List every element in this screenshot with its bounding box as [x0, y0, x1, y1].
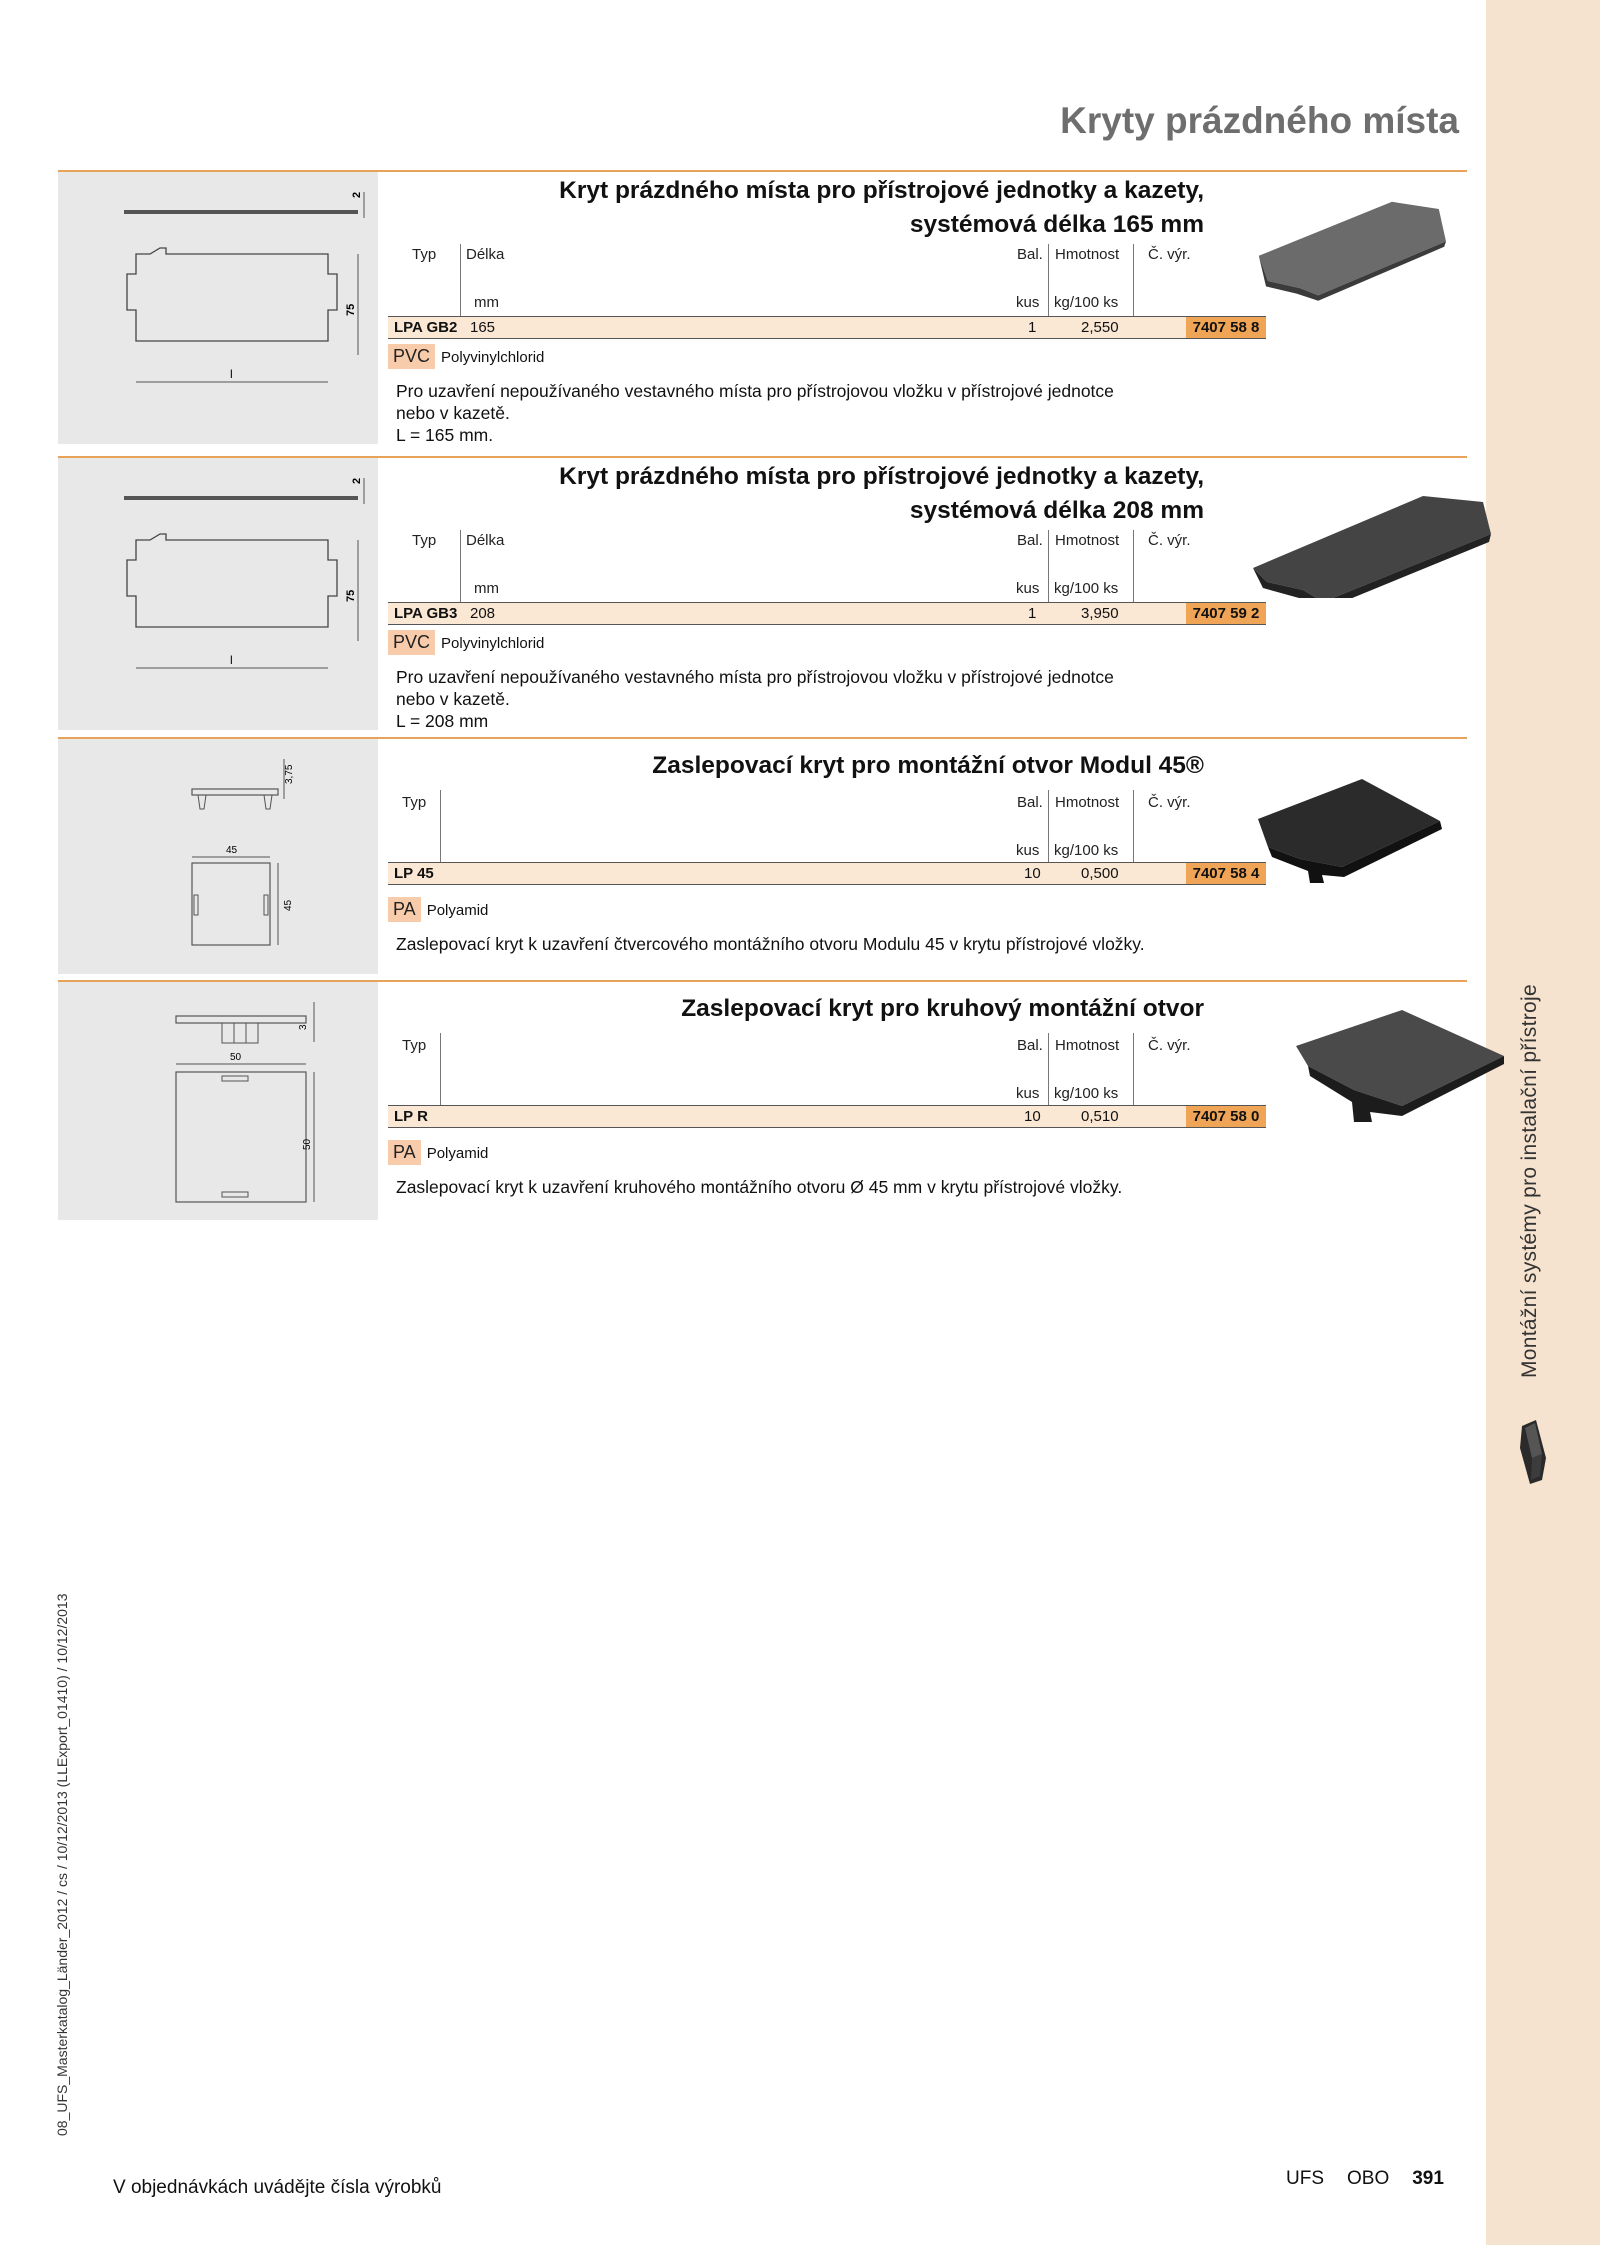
product-description: Zaslepovací kryt k uzavření čtvercového montážního otvoru Modulu 45 v krytu přístrojové vložky. — [396, 934, 1145, 954]
product-table — [388, 1033, 1266, 1127]
dim-thickness: 2 — [351, 191, 363, 198]
chapter-label: Montážní systémy pro instalační přístroje — [1518, 984, 1541, 1378]
dim-thickness: 2 — [351, 477, 363, 484]
material-name: Polyvinylchlorid — [441, 635, 545, 652]
product-section-lp-45 — [58, 737, 1467, 982]
product-title: Kryt prázdného místa pro přístrojové jednotky a kazety, systémová délka 208 mm — [559, 463, 1204, 524]
product-description: Pro uzavření nepoužívaného vestavného místa pro přístrojovou vložku v přístrojové jednotce nebo v kazetě. L = 165 mm. — [396, 381, 1114, 445]
material-code: PA — [388, 897, 421, 922]
technical-drawing — [58, 739, 378, 974]
col-bal: Bal. — [1017, 532, 1043, 549]
product-photo — [1290, 1002, 1510, 1132]
dim-length: l — [230, 367, 233, 381]
material — [388, 1140, 488, 1168]
col-bal: Bal. — [1017, 794, 1043, 811]
unit-mm: mm — [474, 580, 499, 597]
material-name: Polyamid — [426, 1145, 489, 1162]
product-photo — [1233, 192, 1493, 312]
product-photo — [1233, 478, 1508, 598]
col-delka: Délka — [466, 532, 505, 549]
dim-height: 50 — [302, 1138, 313, 1150]
table-row: LP 45 10 0,500 7407 58 4 — [388, 862, 1266, 885]
product-title: Kryt prázdného místa pro přístrojové jednotky a kazety, systémová délka 165 mm — [559, 177, 1204, 238]
technical-drawing — [58, 982, 378, 1220]
footer-brand: OBO — [1347, 2168, 1390, 2189]
material-code: PVC — [388, 630, 435, 655]
col-hmotnost: Hmotnost — [1055, 532, 1120, 549]
material-name: Polyamid — [426, 902, 489, 919]
product-table — [388, 530, 1266, 625]
material — [388, 897, 488, 925]
article-number: 7407 59 2 — [1186, 603, 1266, 624]
product-description: Pro uzavření nepoužívaného vestavného místa pro přístrojovou vložku v přístrojové jednotce nebo v kazetě. L = 208 mm — [396, 667, 1114, 731]
col-typ: Typ — [402, 1037, 427, 1054]
col-cvyr: Č. výr. — [1148, 794, 1191, 811]
unit-kus: kus — [1016, 294, 1040, 311]
col-bal: Bal. — [1017, 246, 1043, 263]
dim-length: l — [230, 653, 233, 667]
table-row: LPA GB2 165 1 2,550 7407 58 8 — [388, 316, 1266, 339]
dim-height: 45 — [283, 899, 294, 911]
article-number: 7407 58 4 — [1186, 863, 1266, 884]
unit-kus: kus — [1016, 1085, 1040, 1102]
product-table — [388, 244, 1266, 339]
col-cvyr: Č. výr. — [1148, 1037, 1191, 1054]
col-cvyr: Č. výr. — [1148, 246, 1191, 263]
product-section-lp-r — [58, 980, 1467, 1225]
unit-mm: mm — [474, 294, 499, 311]
cable-duct-icon — [1516, 1418, 1548, 1486]
material — [388, 344, 544, 372]
col-cvyr: Č. výr. — [1148, 532, 1191, 549]
file-meta: 08_UFS_Masterkatalog_Länder_2012 / cs / 10/12/2013 (LLExport_01410) / 10/12/2013 — [54, 1593, 70, 2136]
technical-drawing — [58, 172, 378, 444]
col-hmotnost: Hmotnost — [1055, 246, 1120, 263]
unit-kus: kus — [1016, 580, 1040, 597]
material-name: Polyvinylchlorid — [441, 349, 545, 366]
material — [388, 630, 544, 658]
footer-note: V objednávkách uvádějte čísla výrobků — [113, 2177, 442, 2198]
col-typ: Typ — [412, 532, 437, 549]
footer-series: UFS — [1286, 2168, 1324, 2189]
technical-drawing — [58, 458, 378, 730]
unit-kg: kg/100 ks — [1054, 1085, 1119, 1102]
dim-thickness: 3 — [298, 1024, 309, 1030]
page-number: 391 — [1412, 2168, 1444, 2189]
dim-width: 50 — [230, 1052, 242, 1063]
page-title: Kryty prázdného místa — [1060, 100, 1459, 141]
product-photo — [1250, 773, 1460, 893]
col-bal: Bal. — [1017, 1037, 1043, 1054]
article-number: 7407 58 0 — [1186, 1106, 1266, 1127]
article-number: 7407 58 8 — [1186, 317, 1266, 338]
product-title: Zaslepovací kryt pro kruhový montážní otvor — [681, 995, 1204, 1022]
dim-height: 75 — [345, 589, 357, 602]
material-code: PVC — [388, 344, 435, 369]
product-section-lpa-gb2 — [58, 170, 1467, 452]
col-hmotnost: Hmotnost — [1055, 1037, 1120, 1054]
footer-page-info — [1286, 2168, 1444, 2190]
unit-kg: kg/100 ks — [1054, 580, 1119, 597]
unit-kg: kg/100 ks — [1054, 294, 1119, 311]
dim-width: 45 — [226, 845, 238, 856]
unit-kus: kus — [1016, 842, 1040, 859]
col-typ: Typ — [412, 246, 437, 263]
table-row: LPA GB3 208 1 3,950 7407 59 2 — [388, 602, 1266, 625]
product-section-lpa-gb3 — [58, 456, 1467, 738]
col-typ: Typ — [402, 794, 427, 811]
dim-height: 75 — [345, 303, 357, 316]
col-hmotnost: Hmotnost — [1055, 794, 1120, 811]
dim-thickness: 3,75 — [284, 764, 295, 784]
col-delka: Délka — [466, 246, 505, 263]
product-title: Zaslepovací kryt pro montážní otvor Modul 45® — [652, 752, 1204, 779]
table-row: LP R 10 0,510 7407 58 0 — [388, 1105, 1266, 1128]
product-table — [388, 790, 1266, 884]
material-code: PA — [388, 1140, 421, 1165]
product-description: Zaslepovací kryt k uzavření kruhového montážního otvoru Ø 45 mm v krytu přístrojové vložky. — [396, 1177, 1123, 1197]
unit-kg: kg/100 ks — [1054, 842, 1119, 859]
